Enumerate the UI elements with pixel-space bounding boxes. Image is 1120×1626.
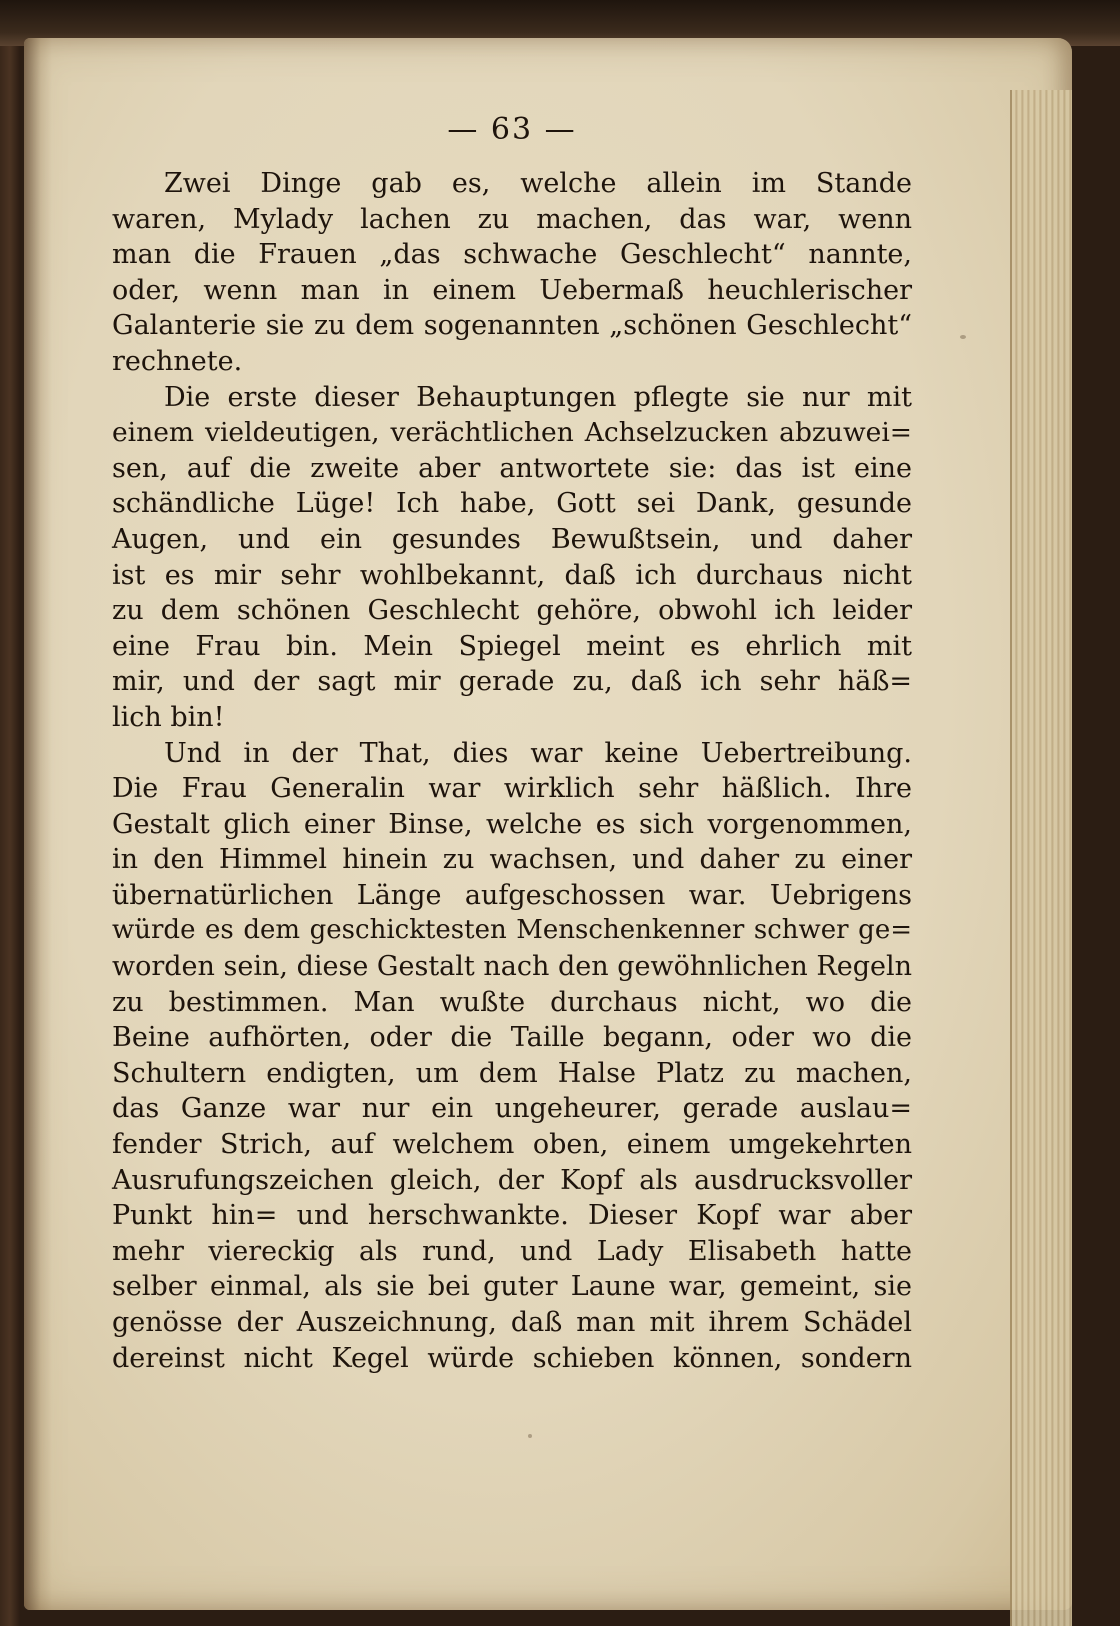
text-line: Gestalt glich einer Binse, welche es sich vorgenommen, (112, 808, 912, 840)
text-line: schändliche Lüge! Ich habe, Gott sei Dank, gesunde (112, 488, 912, 520)
text-line: Ausrufungszeichen gleich, der Kopf als ausdrucksvoller (112, 1164, 912, 1196)
text-line: würde es dem geschicktesten Menschenkenner schwer ge= (112, 915, 912, 946)
text-line: rechnete. (112, 345, 243, 377)
page-number: — 63 — (447, 112, 577, 147)
text-line: Punkt hin= und herschwankte. Dieser Kopf war aber (112, 1200, 912, 1232)
text-line: Schultern endigten, um dem Halse Platz zu machen, (112, 1057, 912, 1089)
text-line: Galanterie sie zu dem sogenannten „schönen Geschlecht“ (112, 310, 912, 342)
text-line: Und in der That, dies war keine Uebertreibung. (164, 737, 912, 769)
paper-speck (960, 335, 966, 339)
paragraph-2 (112, 380, 912, 736)
text-line: dereinst nicht Kegel würde schieben können, sondern (112, 1342, 912, 1374)
text-line: worden sein, diese Gestalt nach den gewöhnlichen Regeln (112, 951, 912, 983)
text-line: fender Strich, auf welchem oben, einem umgekehrten (112, 1129, 912, 1161)
text-line: Die erste dieser Behauptungen pflegte sie nur mit (164, 381, 912, 413)
text-line: Die Frau Generalin war wirklich sehr häßlich. Ihre (112, 773, 912, 805)
text-line: zu dem schönen Geschlecht gehöre, obwohl ich leider (112, 595, 912, 627)
paper-speck (528, 1434, 532, 1438)
text-line: lich bin! (112, 701, 225, 733)
text-line: übernatürlichen Länge aufgeschossen war. Uebrigens (112, 879, 912, 911)
text-line: einem vieldeutigen, verächtlichen Achselzucken abzuwei= (112, 417, 912, 449)
paragraph-1 (112, 166, 912, 380)
text-line: man die Frauen „das schwache Geschlecht“ nannte, (112, 239, 912, 271)
text-line: selber einmal, als sie bei guter Laune war, gemeint, sie (112, 1271, 912, 1303)
text-line: zu bestimmen. Man wußte durchaus nicht, wo die (112, 986, 912, 1018)
text-line: Beine aufhörten, oder die Taille begann, oder wo die (112, 1022, 912, 1054)
text-line: das Ganze war nur ein ungeheurer, gerade auslau= (112, 1093, 912, 1125)
paragraph-3 (112, 736, 912, 1377)
text-line: Zwei Dinge gab es, welche allein im Stande (164, 168, 912, 199)
text-line: sen, auf die zweite aber antwortete sie: das ist eine (112, 452, 912, 484)
text-line: ist es mir sehr wohlbekannt, daß ich durchaus nicht (112, 559, 912, 591)
page-text (112, 100, 912, 1376)
spine-shadow (24, 38, 52, 1610)
text-line: eine Frau bin. Mein Spiegel meint es ehrlich mit (112, 630, 912, 662)
text-line: Augen, und ein gesundes Bewußtsein, und daher (112, 523, 912, 555)
text-line: mehr viereckig als rund, und Lady Elisabeth hatte (112, 1235, 912, 1267)
text-line: waren, Mylady lachen zu machen, das war, wenn (112, 203, 912, 235)
text-line: mir, und der sagt mir gerade zu, daß ich sehr häß= (112, 666, 912, 698)
page-edges (1010, 90, 1072, 1626)
text-line: genösse der Auszeichnung, daß man mit ihrem Schädel (112, 1307, 912, 1338)
text-line: oder, wenn man in einem Uebermaß heuchlerischer (112, 274, 912, 306)
text-line: in den Himmel hinein zu wachsen, und daher zu einer (112, 844, 912, 876)
